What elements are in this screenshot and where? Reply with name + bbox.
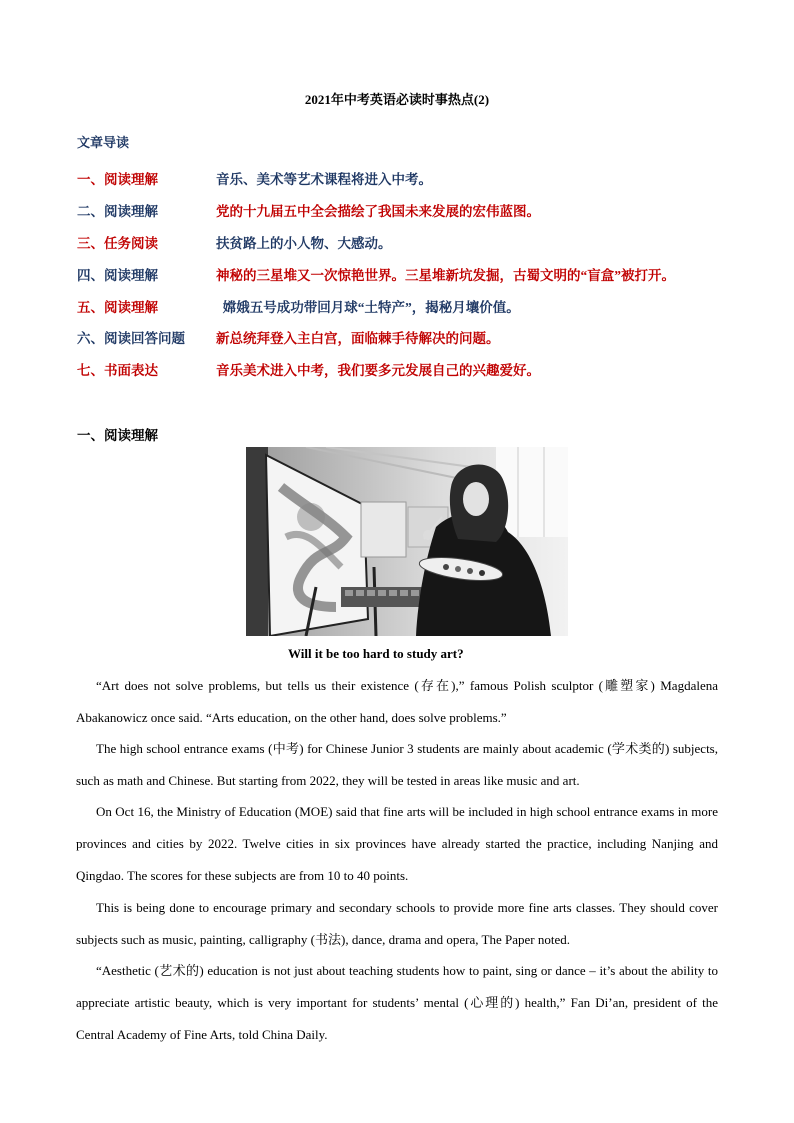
guide-item-section: 七、书面表达	[77, 363, 158, 378]
art-student-painting-image	[246, 447, 568, 636]
guide-item-section: 一、阅读理解	[77, 172, 158, 187]
guide-item-summary: 神秘的三星堆又一次惊艳世界。三星堆新坑发掘，古蜀文明的“盲盒”被打开。	[216, 268, 675, 283]
article-paragraph-5: “Aesthetic (艺术的) education is not just about teaching students how to paint, sing or dance – it’s about the ability to appreciate artistic beauty, which is very important for students’ mental (心理的) health,” Fan Di’an, president of the Central Academy of Fine Arts, told China Daily.	[76, 963, 718, 1042]
guide-item-summary: 嫦娥五号成功带回月球“土特产”，揭秘月壤价值。	[216, 300, 520, 315]
guide-item-1	[77, 168, 432, 188]
guide-item-section: 五、阅读理解	[77, 300, 158, 315]
guide-item-summary: 扶贫路上的小人物、大感动。	[216, 236, 392, 251]
guide-item-summary: 新总统拜登入主白宫，面临棘手待解决的问题。	[216, 331, 500, 346]
guide-item-6	[77, 327, 500, 347]
guide-item-summary: 党的十九届五中全会描绘了我国未来发展的宏伟蓝图。	[216, 204, 540, 219]
guide-item-4	[77, 264, 675, 284]
article-paragraph-1: “Art does not solve problems, but tells us their existence (存在),” famous Polish sculptor (雕塑家) Magdalena Abakanowicz once said. “Arts education, on the other hand, does solve problems.”	[76, 678, 718, 725]
guide-item-section: 四、阅读理解	[77, 268, 158, 283]
guide-item-2	[77, 200, 540, 220]
guide-item-summary: 音乐美术进入中考，我们要多元发展自己的兴趣爱好。	[216, 363, 540, 378]
photo-caption: Will it be too hard to study art?	[288, 646, 464, 661]
section-heading: 一、阅读理解	[77, 428, 158, 443]
guide-item-summary: 音乐、美术等艺术课程将进入中考。	[216, 172, 432, 187]
document-title: 2021年中考英语必读时事热点(2)	[304, 92, 490, 107]
guide-item-3	[77, 232, 392, 252]
guide-item-section: 二、阅读理解	[77, 204, 158, 219]
article-photo	[246, 447, 568, 636]
guide-item-section: 六、阅读回答问题	[77, 331, 185, 346]
guide-item-7	[77, 359, 540, 379]
article-paragraph-3: On Oct 16, the Ministry of Education (MOE) said that fine arts will be included in high school entrance exams in more provinces and cities by 2022. Twelve cities in six provinces have already started the practice, including Nanjing and Qingdao. The scores for these subjects are from 10 to 40 points.	[76, 804, 718, 883]
guide-heading: 文章导读	[77, 135, 130, 150]
guide-item-5	[77, 296, 520, 316]
article-paragraph-2: The high school entrance exams (中考) for Chinese Junior 3 students are mainly about academic (学术类的) subjects, such as math and Chinese. But starting from 2022, they will be tested in areas like music and art.	[76, 741, 718, 788]
article-paragraph-4: This is being done to encourage primary and secondary schools to provide more fine arts classes. They should cover subjects such as music, painting, calligraphy (书法), dance, drama and opera, The Paper noted.	[76, 900, 718, 947]
guide-item-section: 三、任务阅读	[77, 236, 158, 251]
